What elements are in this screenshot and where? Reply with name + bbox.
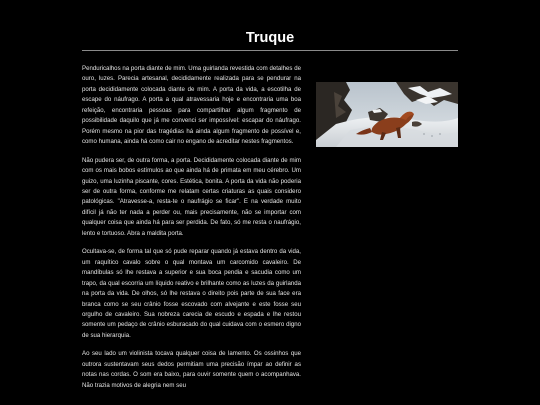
paragraph-3: Ocultava-se, de forma tal que só pude reparar quando já estava dentro da vida, um raquítico cavalo sobre o qual montava um carcomido cavaleiro. De mandíbulas só lhe restava a superior e sua boca pendia e sacudia como um trapo, da qual escorria um líquido reativo e brilhante como as luzes da guirlanda na porta da vida. De olhos, só lhe restava o direito pois parte de sua face era branca como se seu crânio fosse escovado com alvejante e este fosse seu orgulho de cavaleiro. Sua nobreza carecia de escudo e espada e lhe restou somente um pedaço de crânio esburacado do qual cuidava com o esmero digno de sua hierarquia. [82,248,301,339]
paragraph-1: Penduricalhos na porta diante de mim. Uma guirlanda revestida com detalhes de ouro, luzes. Parecia artesanal, decididamente realizada para se pendurar na porta decididamente colocada diante de mim. A porta da vida, a escotilha de escape do náufrago. A porta a qual atravessaria hoje e encontraria uma boa refeição, encontraria pessoas para compartilhar algum fragmento de possibilidade daquilo que já me convenci ser impossível: escapar do náufrago. Porém mesmo na pior das tragédias há ainda algum fragmento de possível e, como humana, ainda há como cair no engano de acreditar nestes fragmentos. [82,65,301,146]
page-title: Truque [245,30,295,46]
paragraph-4: Ao seu lado um violinista tocava qualquer coisa de lamento. Os ossinhos que outrora sustentavam seus dedos permitiam uma precisão ímpar ao definir as notas nas cordas. O som era baixo, para ouvir somente quem o acompanhava. Não trazia motivos de alegria nem seu [82,350,301,389]
paragraph-2: Não pudera ser, de outra forma, a porta. Decididamente colocada diante de mim com os mais bobos estímulos ao que ainda há de primata em meu cérebro. Um guizo, uma luzinha piscante, cores. Estética, bonita. A porta da vida não poderia ser de outra forma, conforme me relatam certas criaturas as quais considero patológicas. "Atravesse-a, resta-te o naufrágio se ficar". E na verdade muito difícil já não ter nada a perder ou, mais precisamente, não se importar com qualquer coisa que ainda há para ser perdida. De fato, só me resta o naufrágio, lento e tortuoso. Abra a maldita porta. [82,156,301,237]
painting-image [316,82,458,147]
title-divider [82,50,458,51]
article [82,0,458,405]
painting-fox-in-snow-icon [316,82,458,147]
article-body [82,64,301,399]
